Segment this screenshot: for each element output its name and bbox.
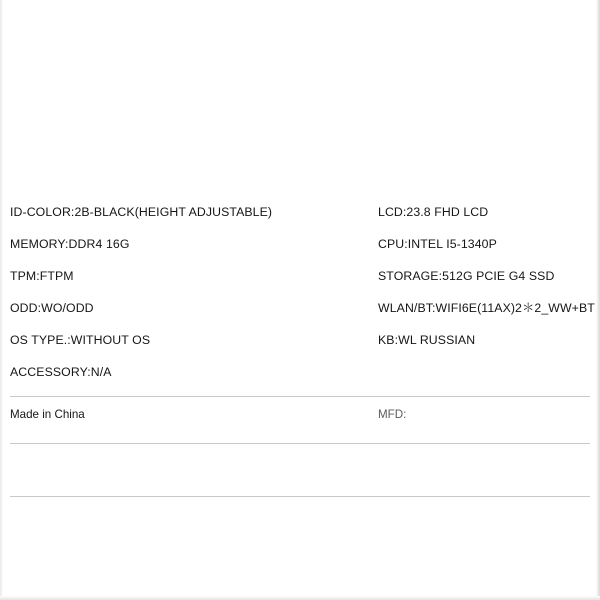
spec-column-left [10,196,370,388]
origin-text: Made in China [10,408,85,421]
spec-line-kb: KB:WL RUSSIAN [378,333,476,347]
mfd-text: MFD: [378,408,407,421]
spec-line-odd: ODD:WO/ODD [10,301,94,315]
spec-list [0,196,600,392]
spec-line-storage: STORAGE:512G PCIE G4 SSD [378,269,555,283]
spec-line-id-color: ID-COLOR:2B-BLACK(HEIGHT ADJUSTABLE) [10,205,273,219]
divider-bottom [10,496,590,497]
page-edge-shadow-bottom [0,596,600,600]
spec-line-accessory: ACCESSORY:N/A [10,365,112,379]
spec-line-lcd: LCD:23.8 FHD LCD [378,205,489,219]
spec-line-cpu: CPU:INTEL I5-1340P [378,237,497,251]
label-footer [0,408,600,438]
spec-line-os-type: OS TYPE.:WITHOUT OS [10,333,151,347]
spec-line-memory: MEMORY:DDR4 16G [10,237,130,251]
divider-below-footer [10,443,590,444]
spec-column-right [378,196,593,356]
divider-above-footer [10,396,590,397]
spec-line-tpm: TPM:FTPM [10,269,74,283]
spec-line-wlan-bt: WLAN/BT:WIFI6E(11AX)2＊2_WW+BT [378,301,595,315]
